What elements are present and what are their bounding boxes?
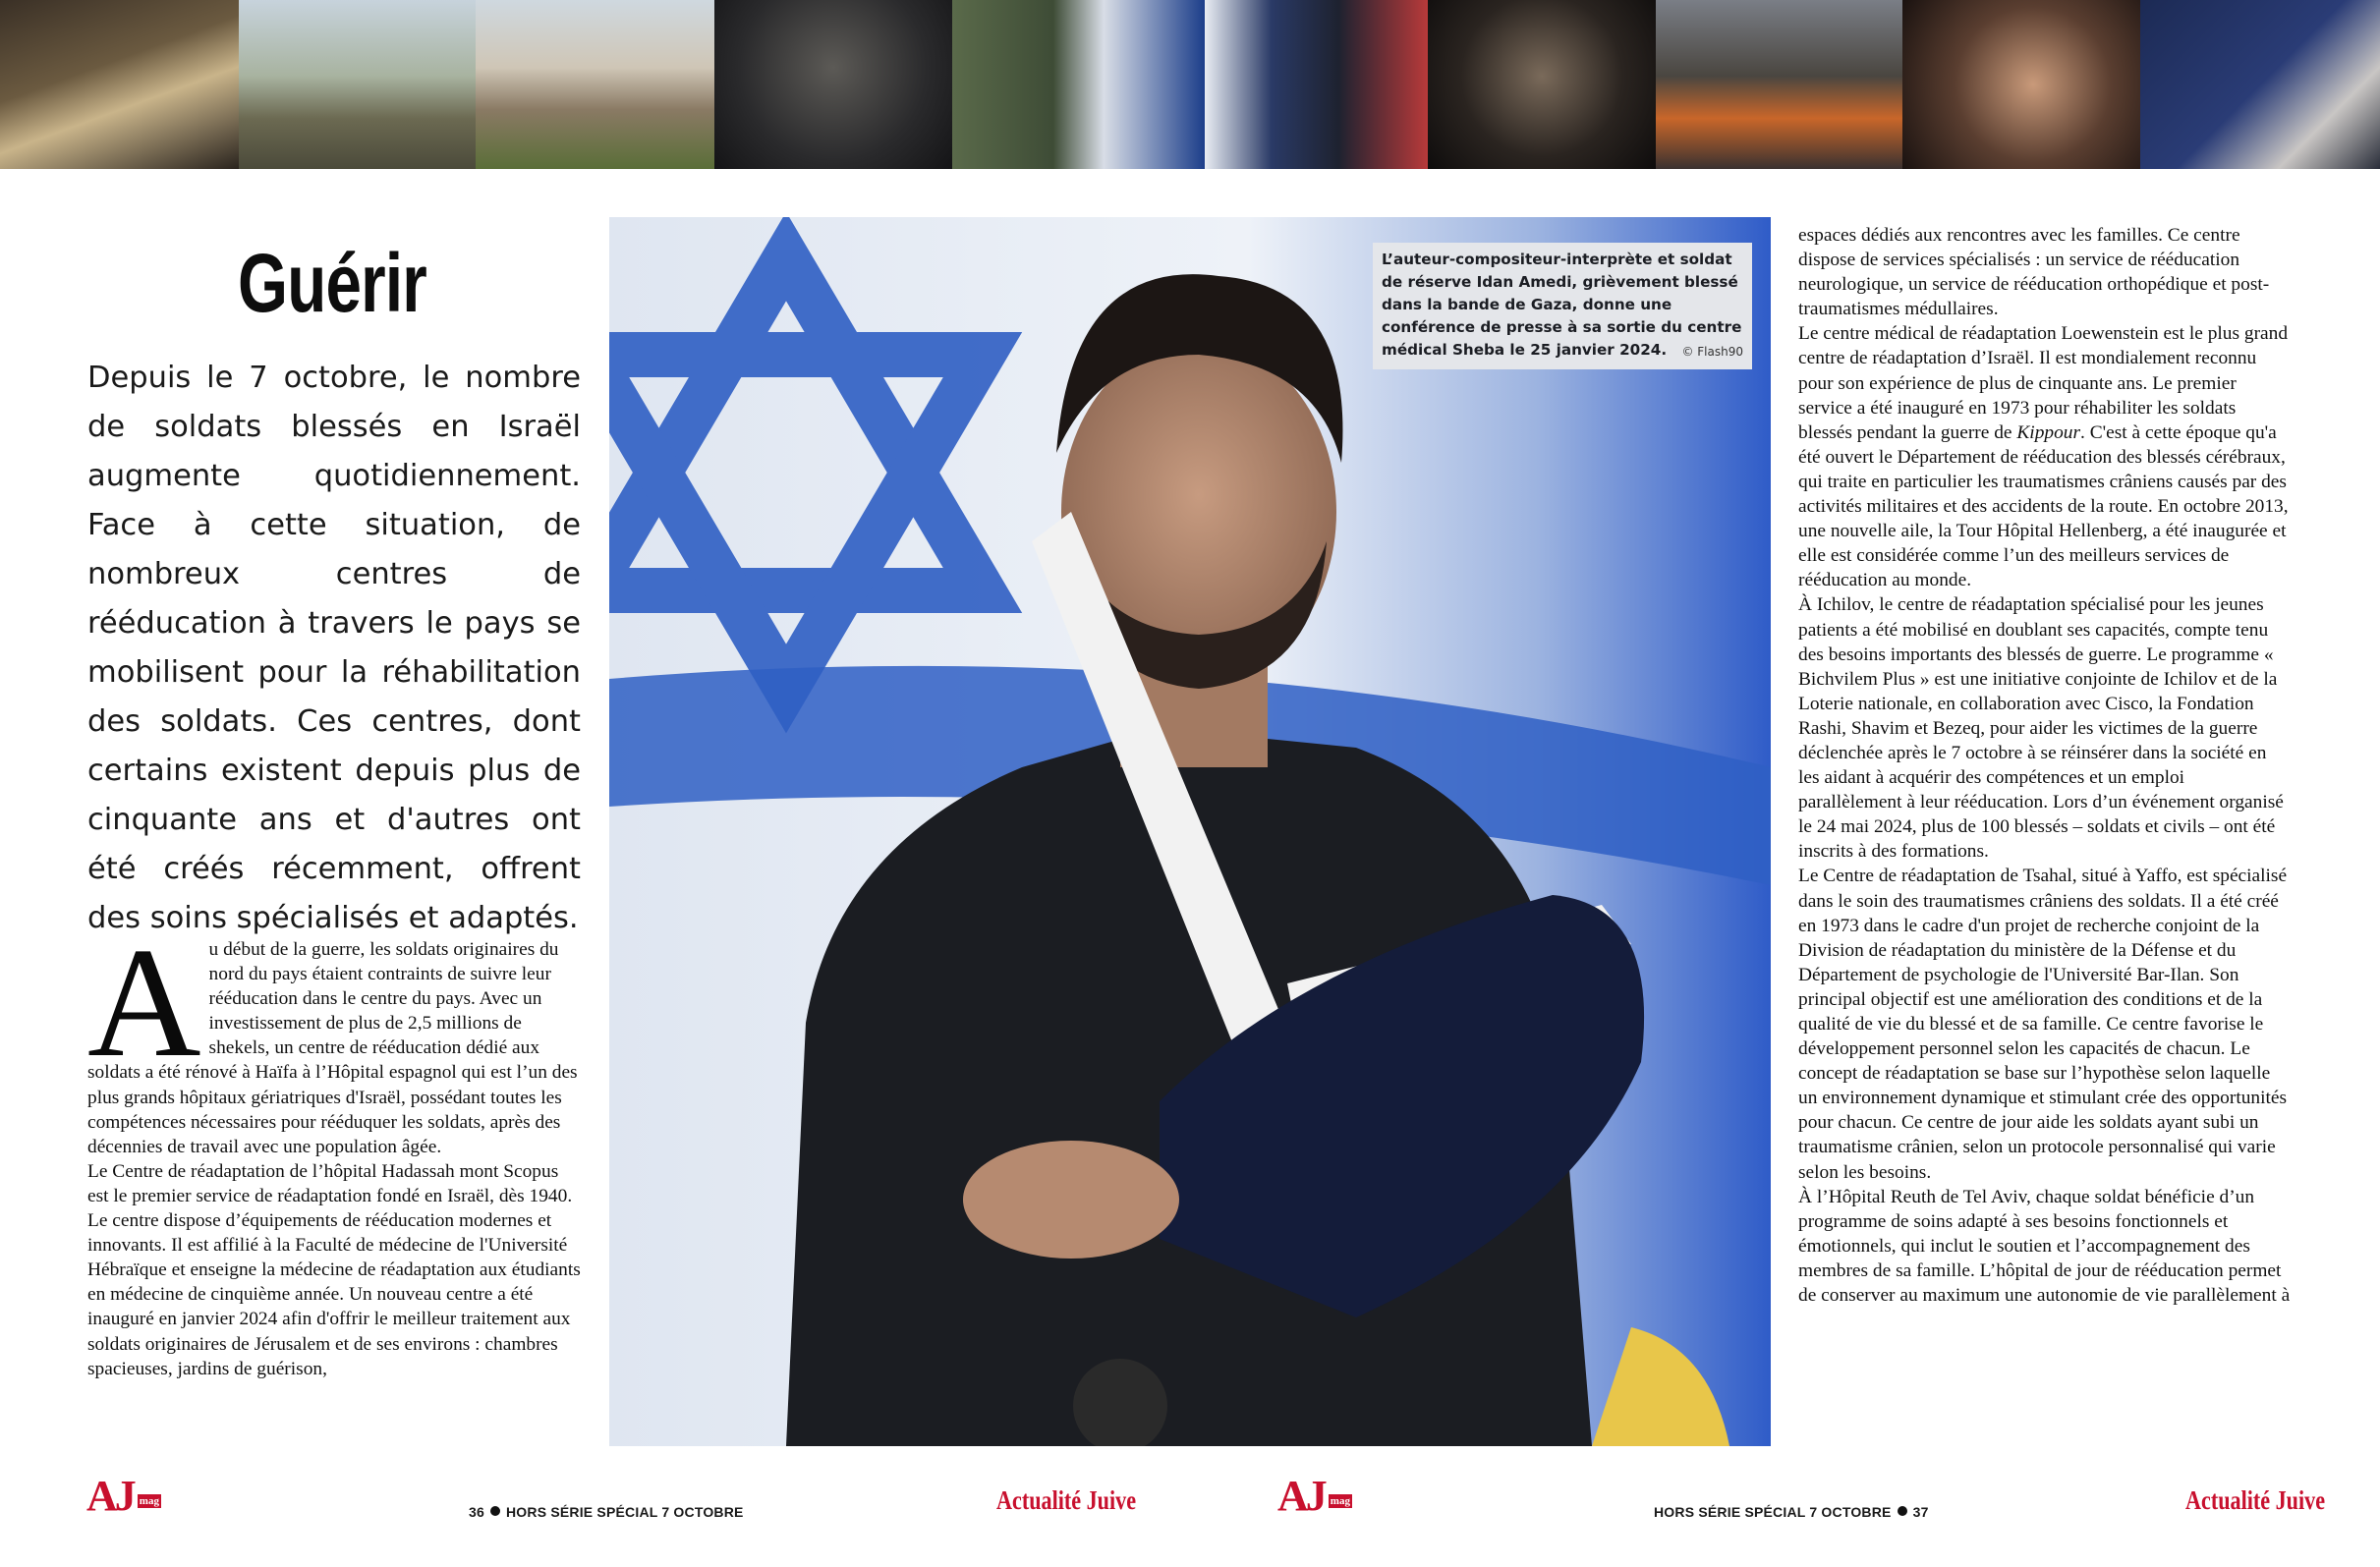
drop-cap: A	[87, 915, 201, 1090]
photo-caption	[1373, 243, 1752, 369]
strip-photo-burning-cars	[1656, 0, 1902, 169]
brand-logo: Actualité Juive	[2185, 1485, 2326, 1515]
strip-photo-family-embrace	[1902, 0, 2140, 169]
article-paragraph: Le Centre de réadaptation de l’hôpital Hadassah mont Scopus est le premier service de réadaptation fondé en Israël, dès 1940. Le centre dispose d’équipements de rééducation modernes et innovants. Il est affilié à la Faculté de médecine de l'Université Hébraïque et enseigne la médecine de réadaptation aux étudiants en médecine de cinquième année. Un nouveau centre a été inauguré en janvier 2024 afin d'offrir le meilleur traitement aux soldats originaires de Jérusalem et de ses environs : chambres spacieuses, jardins de guérison,	[87, 1160, 581, 1379]
text-run: Le centre médical de réadaptation Loewenstein est le plus grand centre de réadaptation d’Israël. Il est mondialement reconnu pour son expérience de plus de cinquante ans. Le premier service a été inauguré en 1973 pour réhabiliter les soldats blessés pendant la guerre de	[1798, 323, 2289, 443]
italic-term: Kippour	[2016, 421, 2081, 443]
caption-text: L’auteur-compositeur-interprète et soldat de réserve Idan Amedi, grièvement blessé dans la bande de Gaza, donne une conférence de presse à sa sortie du centre médical Sheba le 25 janvier 2024.	[1382, 251, 1742, 359]
photo-credit: © Flash90	[1681, 345, 1743, 359]
logo-letters: AJ	[1277, 1472, 1325, 1520]
article-paragraph	[1798, 321, 2292, 592]
logo-letters: AJ	[86, 1472, 134, 1520]
article-body-right	[1798, 223, 2292, 1308]
bullet-dot	[490, 1506, 500, 1516]
photo-illustration	[609, 217, 1771, 1446]
strip-photo-destroyed-house	[476, 0, 714, 169]
strip-photo-speaker-at-microphone	[714, 0, 952, 169]
aj-mag-logo	[86, 1472, 161, 1520]
strip-photo-portrait-turban	[1428, 0, 1656, 169]
strip-photo-prime-minister	[2140, 0, 2380, 169]
section-label: HORS SÉRIE SPÉCIAL 7 OCTOBRE	[1654, 1504, 1892, 1520]
folio-left	[469, 1503, 744, 1521]
page-number: 37	[1912, 1504, 1929, 1520]
logo-badge: mag	[1330, 1495, 1350, 1507]
text-run: . C'est à cette époque qu'a été ouvert le Département de rééducation des blessés cérébraux, qui traite en particulier les traumatismes crâniens causés par des activités militaires et des accidents de la route. En octobre 2013, une nouvelle aile, la Tour Hôpital Hellenberg, a été inaugurée et elle est considérée comme l’un des meilleurs services de rééducation au monde.	[1798, 421, 2289, 591]
page-title: Guérir	[238, 237, 426, 329]
main-photo	[609, 217, 1771, 1446]
article-paragraph: u début de la guerre, les soldats originaires du nord du pays étaient contraints de suivre leur rééducation dans le centre du pays. Avec un investissement de plus de 2,5 millions de shekels, un centre de rééducation dédié aux soldats a été rénové à Haïfa à l’Hôpital espagnol qui est l’un des plus grands hôpitaux gériatriques d'Israël, possédant toutes les compétences nécessaires pour rééduquer les soldats, après des décennies de travail avec une population âgée.	[87, 939, 578, 1157]
intro-paragraph: Depuis le 7 octobre, le nombre de soldats blessés en Israël augmente quotidiennement. Face à cette situation, de nombreux centres de rééducation à travers le pays se mobilisent pour la réhabilitation des soldats. Ces centres, dont certains existent depuis plus de cinquante ans et d'autres ont été créés récemment, offrent des soins spécialisés et adaptés.	[87, 361, 581, 935]
section-label: HORS SÉRIE SPÉCIAL 7 OCTOBRE	[505, 1504, 744, 1520]
page-number: 36	[469, 1504, 484, 1520]
strip-photo-torah-celebration	[0, 0, 239, 169]
strip-photo-bulldozer	[239, 0, 476, 169]
article-paragraph: À l’Hôpital Reuth de Tel Aviv, chaque soldat bénéficie d’un programme de soins adapté à ses besoins fonctionnels et émotionnels, qui inclut le soutien et l’accompagnement des membres de sa famille. L’hôpital de jour de rééducation permet de conserver au maximum une autonomie de vie parallèlement à	[1798, 1186, 2291, 1307]
photo-strip	[0, 0, 2380, 169]
strip-photo-leaders-meeting	[1205, 0, 1428, 169]
bullet-dot	[1898, 1506, 1907, 1516]
article-body-left	[87, 915, 581, 1381]
aj-mag-logo	[1277, 1472, 1352, 1520]
strip-photo-soldiers-with-flag	[952, 0, 1205, 169]
brand-logo: Actualité Juive	[996, 1485, 1137, 1515]
article-paragraph: À Ichilov, le centre de réadaptation spécialisé pour les jeunes patients a été mobilisé en doublant ses capacités, compte tenu des besoins importants des blessés de guerre. Le programme « Bichvilem Plus » est une initiative conjointe de Ichilov et de la Loterie nationale, en collaboration avec Cisco, la Fondation Rashi, Shavim et Bezeq, pour aider les victimes de la guerre déclenchée après le 7 octobre à se réinsérer dans la société en les aidant à acquérir des compétences et un emploi parallèlement à leur rééducation. Lors d’un événement organisé le 24 mai 2024, plus de 100 blessés – soldats et civils – ont été inscrits à des formations.	[1798, 594, 2284, 863]
logo-badge: mag	[139, 1495, 159, 1507]
folio-right	[1654, 1503, 1929, 1521]
article-paragraph: Le Centre de réadaptation de Tsahal, situé à Yaffo, est spécialisé dans le soin des traumatismes crâniens des soldats. Il a été créé en 1973 dans le cadre d'un projet de recherche conjoint de la Division de réadaptation du ministère de la Défense et du Département de psychologie de l'Université Bar-Ilan. Son principal objectif est une amélioration des conditions et de la qualité de vie du blessé et de sa famille. Ce centre favorise le développement personnel selon les capacités de chacun. Le concept de réadaptation se base sur l’hypothèse selon laquelle un environnement dynamique et stimulant crée des opportunités pour chacun. Ce centre de jour aide les soldats ayant subi un traumatisme crânien, selon un protocole personnalisé qui varie selon les besoins.	[1798, 866, 2288, 1183]
article-paragraph: espaces dédiés aux rencontres avec les familles. Ce centre dispose de services spécialisés : un service de rééducation neurologique, un service de rééducation orthopédique et post-traumatismes médullaires.	[1798, 225, 2270, 320]
